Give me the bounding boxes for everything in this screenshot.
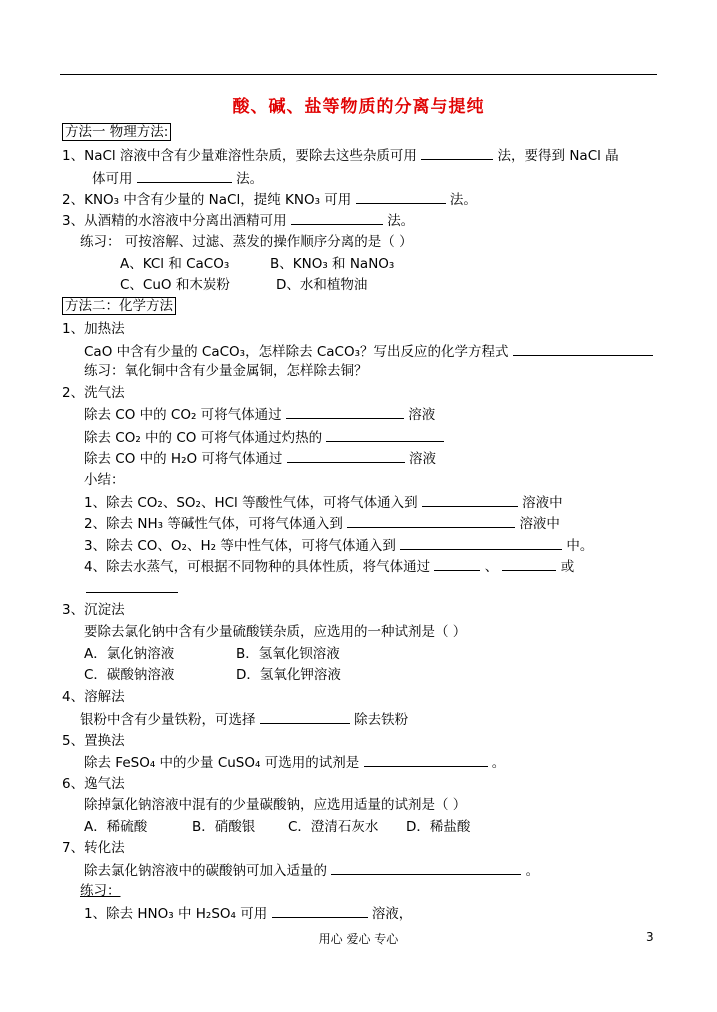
heating-exercise: 练习：氧化铜中含有少量金属铜，怎样除去铜？ <box>84 363 368 379</box>
answer-blank[interactable] <box>272 905 368 918</box>
answer-blank[interactable] <box>347 515 515 528</box>
gas-wash-1: 除去 CO 中的 CO₂ 可将气体通过 溶液 <box>84 407 436 423</box>
section-method-1: 方法一 物理方法: <box>62 124 171 140</box>
heading-precipitation: 3、沉淀法 <box>62 602 125 618</box>
q3-line: 3、从酒精的水溶液中分离出酒精可用 法。 <box>62 213 415 229</box>
footer-motto: 用心 爱心 专心 <box>318 932 399 946</box>
q1-line2: 体可用 法。 <box>92 171 264 187</box>
answer-blank[interactable] <box>260 711 350 724</box>
summary-1: 1、除去 CO₂、SO₂、HCl 等酸性气体，可将气体通入到 溶液中 <box>84 495 563 511</box>
q1-line1: 1、NaCl 溶液中含有少量难溶性杂质，要除去这些杂质可用 法，要得到 NaCl 晶 <box>62 148 619 164</box>
precipitation-question: 要除去氯化钠中含有少量硫酸镁杂质，应选用的一种试剂是（ ） <box>84 624 467 640</box>
heading-dissolution: 4、溶解法 <box>62 689 125 705</box>
summary-4: 4、除去水蒸气，可根据不同物种的具体性质，将气体通过 、 或 <box>84 559 575 575</box>
answer-blank[interactable] <box>364 754 488 767</box>
answer-blank[interactable] <box>422 494 518 507</box>
page-title: 酸、碱、盐等物质的分离与提纯 <box>232 97 485 117</box>
option-d: D．氢氧化钾溶液 <box>236 667 341 683</box>
option-a: A、KCl 和 CaCO₃ <box>120 256 230 272</box>
answer-blank[interactable] <box>434 558 480 571</box>
heading-displacement: 5、置换法 <box>62 733 125 749</box>
answer-blank[interactable] <box>326 429 444 442</box>
option-b: B．硝酸银 <box>192 819 256 835</box>
option-b: B、KNO₃ 和 NaNO₃ <box>270 256 395 272</box>
answer-blank[interactable] <box>287 450 405 463</box>
answer-blank[interactable] <box>137 170 232 183</box>
answer-blank[interactable] <box>400 537 562 550</box>
option-c: C．澄清石灰水 <box>288 819 379 835</box>
answer-blank[interactable] <box>331 862 521 875</box>
heating-question: CaO 中含有少量的 CaCO₃，怎样除去 CaCO₃？写出反应的化学方程式 <box>84 343 653 360</box>
option-d: D、水和植物油 <box>276 277 368 293</box>
exercise-label: 练习： <box>80 883 121 899</box>
answer-blank[interactable] <box>291 212 383 225</box>
conversion-question: 除去氯化钠溶液中的碳酸钠可加入适量的 。 <box>84 863 540 879</box>
heading-heating: 1、加热法 <box>62 321 125 337</box>
displacement-question: 除去 FeSO₄ 中的少量 CuSO₄ 可选用的试剂是 。 <box>84 755 506 771</box>
answer-blank[interactable] <box>286 406 404 419</box>
section-method-2: 方法二：化学方法 <box>62 298 176 314</box>
dissolution-question: 银粉中含有少量铁粉，可选择 除去铁粉 <box>80 712 409 728</box>
heading-gas-escape: 6、逸气法 <box>62 776 125 792</box>
option-a: A．氯化钠溶液 <box>84 646 175 662</box>
gas-escape-question: 除掉氯化钠溶液中混有的少量碳酸钠，应选用适量的试剂是（ ） <box>84 797 467 813</box>
summary-4-cont <box>86 580 178 597</box>
gas-wash-3: 除去 CO 中的 H₂O 可将气体通过 溶液 <box>84 451 436 467</box>
option-c: C．碳酸钠溶液 <box>84 667 175 683</box>
answer-blank[interactable] <box>356 191 446 204</box>
option-b: B．氢氧化钡溶液 <box>236 646 340 662</box>
page-number: 3 <box>646 930 654 944</box>
answer-blank[interactable] <box>86 580 178 593</box>
q2-line: 2、KNO₃ 中含有少量的 NaCl，提纯 KNO₃ 可用 法。 <box>62 192 477 208</box>
exercise-1: 练习： 可按溶解、过滤、蒸发的操作顺序分离的是（ ） <box>80 234 413 250</box>
summary-label: 小结： <box>84 472 125 488</box>
summary-2: 2、除去 NH₃ 等碱性气体，可将气体通入到 溶液中 <box>84 516 560 532</box>
exercise-1: 1、除去 HNO₃ 中 H₂SO₄ 可用 溶液， <box>84 906 413 922</box>
gas-wash-2: 除去 CO₂ 中的 CO 可将气体通过灼热的 <box>84 429 444 446</box>
option-d: D．稀盐酸 <box>406 819 471 835</box>
answer-blank[interactable] <box>502 558 556 571</box>
heading-gas-washing: 2、洗气法 <box>62 385 125 401</box>
answer-blank[interactable] <box>513 343 653 356</box>
answer-blank[interactable] <box>421 147 493 160</box>
heading-conversion: 7、转化法 <box>62 840 125 856</box>
option-a: A．稀硫酸 <box>84 819 148 835</box>
option-c: C、CuO 和木炭粉 <box>120 277 230 293</box>
header-rule <box>60 74 657 75</box>
summary-3: 3、除去 CO、O₂、H₂ 等中性气体，可将气体通入到 中。 <box>84 538 594 554</box>
